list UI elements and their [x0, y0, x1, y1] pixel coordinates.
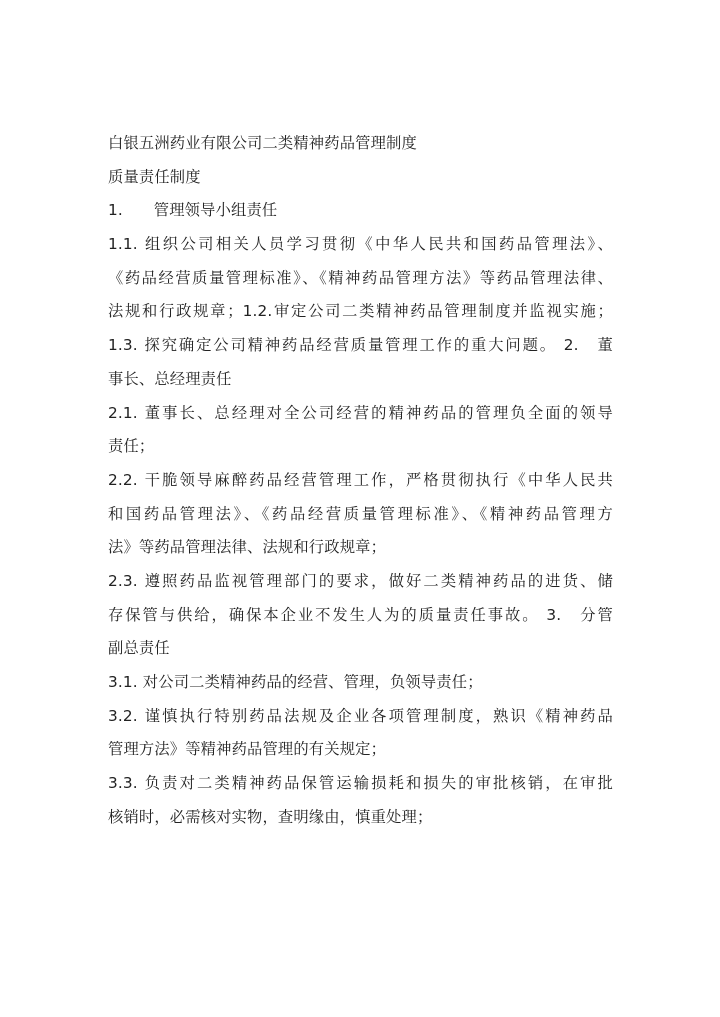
text-line: 法规和行政规章；1.2.审定公司二类精神药品管理制度并监视实施； — [108, 302, 613, 321]
text-line: 存保管与供给，确保本企业不发生人为的质量责任事故。 3. 分管 — [108, 605, 613, 624]
text-line: 核销时，必需核对实物，查明缘由，慎重处理； — [108, 807, 433, 826]
text-line: 2.3. 遵照药品监视管理部门的要求，做好二类精神药品的进货、储 — [108, 571, 613, 590]
text-line: 和国药品管理法》、《药品经营质量管理标准》、《精神药品管理方 — [108, 504, 613, 523]
text-line: 事长、总经理责任 — [108, 369, 232, 388]
text-line: 《药品经营质量管理标准》、《精神药品管理方法》等药品管理法律、 — [108, 268, 613, 287]
text-line: 责任； — [108, 437, 155, 456]
text-line: 1.3. 探究确定公司精神药品经营质量管理工作的重大问题。 2. 董 — [108, 336, 613, 355]
text-line: 3.2. 谨慎执行特别药品法规及企业各项管理制度，熟识《精神药品 — [108, 706, 613, 725]
text-line: 管理方法》等精神药品管理的有关规定； — [108, 740, 387, 759]
text-line: 3.3. 负责对二类精神药品保管运输损耗和损失的审批核销，在审批 — [108, 774, 613, 793]
text-line: 2.2. 干脆领导麻醉药品经营管理工作，严格贯彻执行《中华人民共 — [108, 470, 613, 489]
text-line: 法》等药品管理法律、法规和行政规章； — [108, 538, 387, 557]
text-line: 3.1. 对公司二类精神药品的经营、管理，负领导责任； — [108, 673, 483, 691]
text-line: 副总责任 — [108, 639, 170, 658]
document-title: 白银五洲药业有限公司二类精神药品管理制度 — [108, 134, 417, 152]
document-body — [108, 127, 613, 834]
section-heading: 质量责任制度 — [108, 167, 201, 186]
text-line: 1.1. 组织公司相关人员学习贯彻《中华人民共和国药品管理法》、 — [108, 235, 613, 254]
text-line: 1. 管理领导小组责任 — [108, 201, 278, 220]
text-line: 2.1. 董事长、总经理对全公司经营的精神药品的管理负全面的领导 — [108, 403, 613, 422]
